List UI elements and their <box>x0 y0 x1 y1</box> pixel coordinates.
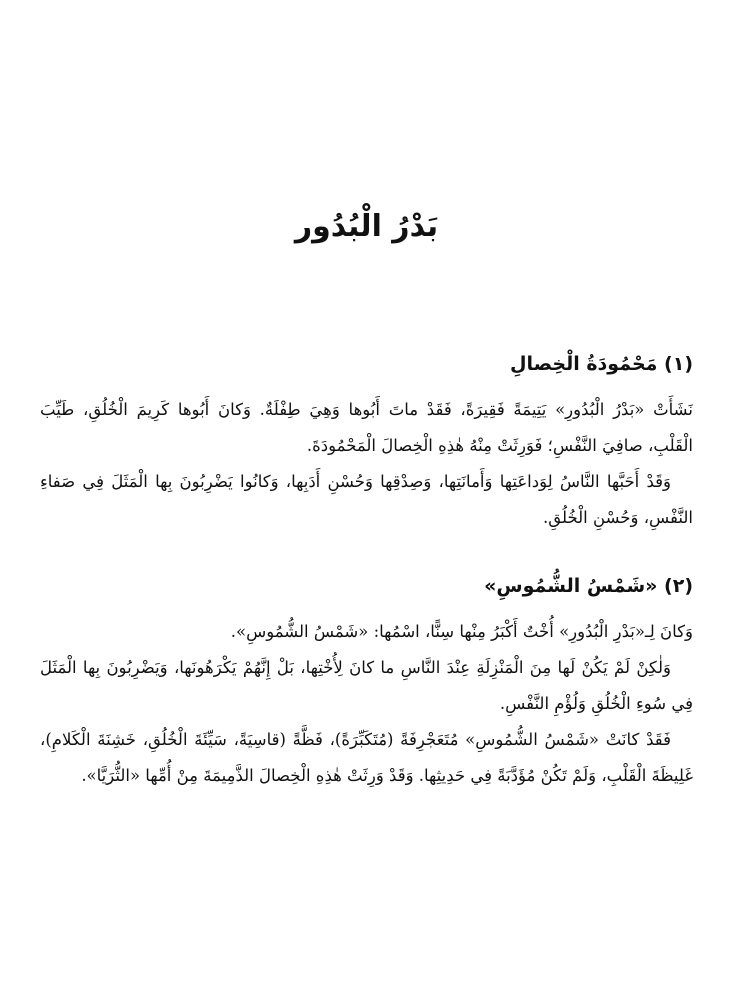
paragraph: وَلٰكِنْ لَمْ يَكُنْ لَها مِنَ الْمَنْزِلَةِ عِنْدَ النَّاسِ ما كانَ لِأُخْتِها، بَلْ إِنَّهُمْ يَكْرَهُونَها، وَيَضْرِبُونَ بِها الْمَثَلَ فِي سُوءِ الْخُلُقِ وَلُؤْمِ النَّفْسِ. <box>40 658 693 713</box>
paragraph: فَقَدْ كانَتْ «شَمْسُ الشُّمُوسِ» مُتَعَجْرِفَةً (مُتَكَبِّرَةً)، فَظَّةً (قاسِيَةً، سَيِّئَةَ الْخُلُقِ، خَشِنَةَ الْكَلامِ)، غَلِيظَةَ الْقَلْبِ، وَلَمْ تَكُنْ مُؤَدَّبَةً فِي حَدِيثِها. وَقَدْ وَرِثَتْ هٰذِهِ الْخِصالَ الذَّمِيمَةَ مِنْ أُمِّها «الثُّرَيَّا». <box>40 730 693 785</box>
section-heading: (١) مَحْمُودَةُ الْخِصالِ <box>510 353 693 375</box>
paragraph: نَشَأَتْ «بَدْرُ الْبُدُورِ» يَتِيمَةً فَقِيرَةً، فَقَدْ ماتَ أَبُوها وَهِيَ طِفْلَةٌ. وَكانَ أَبُوها كَرِيمَ الْخُلُقِ، طَيِّبَ الْقَلْبِ، صافِيَ النَّفْسِ؛ فَوَرِثَتْ مِنْهُ هٰذِهِ الْخِصالَ الْمَحْمُودَةَ. <box>40 400 693 455</box>
section-1 <box>40 346 693 536</box>
paragraph: وَكانَ لِـ«بَدْرِ الْبُدُورِ» أُخْتٌ أَكْبَرُ مِنْها سِنًّا، اسْمُها: «شَمْسُ الشُّمُوسِ». <box>230 622 693 641</box>
paragraph: وَقَدْ أَحَبَّها النَّاسُ لِوَداعَتِها وَأَمانَتِها، وَصِدْقِها وَحُسْنِ أَدَبِها، وَكانُوا يَضْرِبُونَ بِها الْمَثَلَ فِي صَفاءِ النَّفْسِ، وَحُسْنِ الْخُلُقِ. <box>40 472 693 527</box>
page-title: بَدْرُ الْبُدُور <box>294 209 439 244</box>
section-2 <box>40 568 693 794</box>
section-heading: (٢) «شَمْسُ الشُّمُوسِ» <box>484 575 693 597</box>
